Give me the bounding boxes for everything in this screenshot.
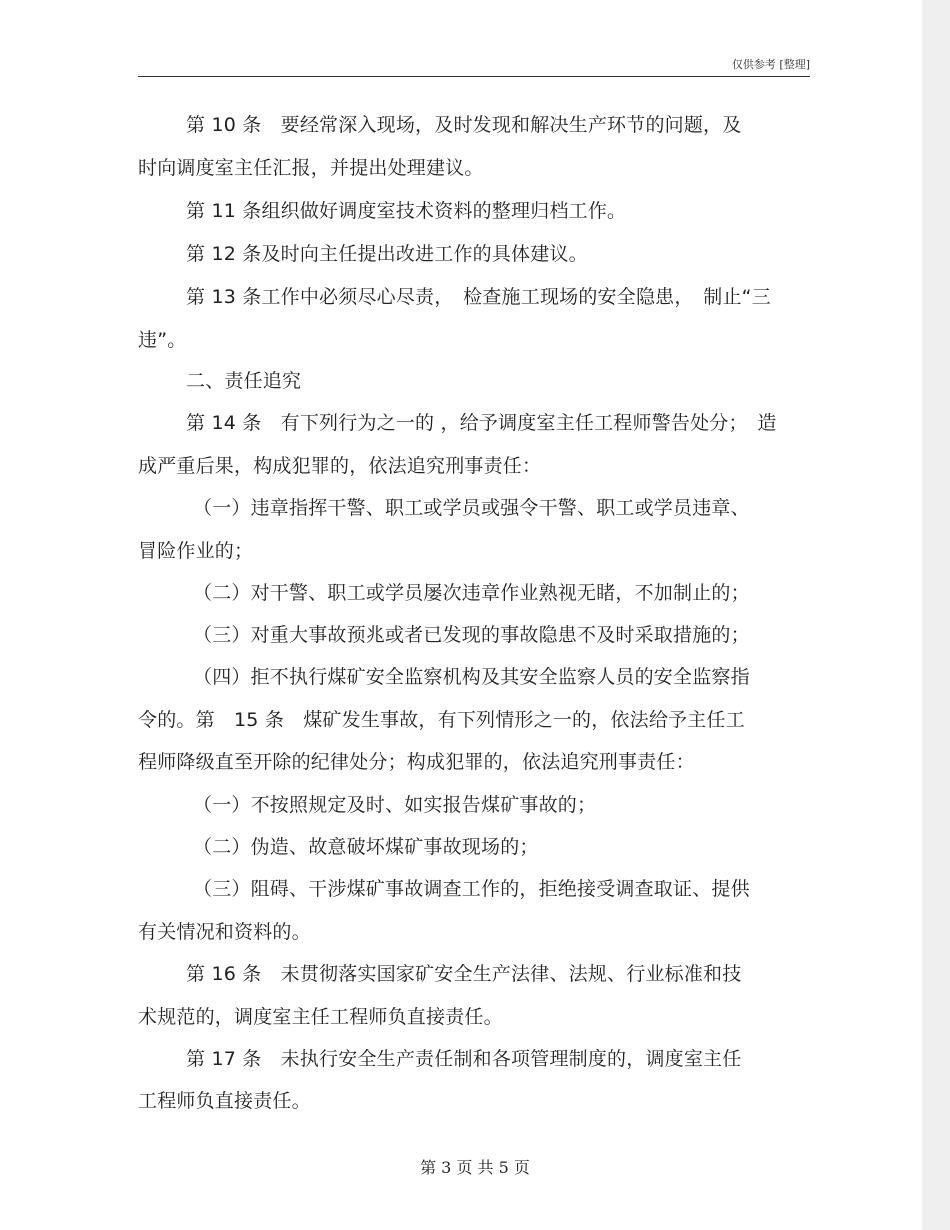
section-heading: 二、责任追究	[186, 370, 302, 392]
paragraph-line: （一）不按照规定及时、如实报告煤矿事故的；	[193, 794, 597, 816]
paragraph-line: 违”。	[138, 329, 187, 351]
paragraph-line: （三）对重大事故预兆或者已发现的事故隐患不及时采取措施的；	[193, 624, 750, 646]
paragraph-line: 第 14 条 有下列行为之一的 ，给予调度室主任工程师警告处分； 造	[186, 412, 777, 434]
paragraph-line: 第 13 条工作中必须尽心尽责， 检查施工现场的安全隐患， 制止“三	[186, 286, 771, 308]
page-margin-shadow	[922, 0, 950, 1230]
paragraph-line: 令的。第 15 条 煤矿发生事故，有下列情形之一的，依法给予主任工	[138, 709, 745, 731]
paragraph-line: 有关情况和资料的。	[138, 921, 311, 943]
page-number-footer: 第 3 页 共 5 页	[420, 1158, 530, 1177]
paragraph-line: 术规范的，调度室主任工程师负直接责任。	[138, 1006, 503, 1028]
paragraph-line: 时向调度室主任汇报，并提出处理建议。	[138, 157, 484, 179]
paragraph-line: （三）阻碍、干涉煤矿事故调查工作的，拒绝接受调查取证、提供	[193, 878, 750, 900]
paragraph-line: 成严重后果，构成犯罪的，依法追究刑事责任：	[138, 455, 542, 477]
paragraph-line: 第 11 条组织做好调度室技术资料的整理归档工作。	[186, 200, 627, 222]
paragraph-line: 程师降级直至开除的纪律处分；构成犯罪的，依法追究刑事责任：	[138, 751, 695, 773]
paragraph-line: 工程师负直接责任。	[138, 1090, 311, 1112]
header-note: 仅供参考 [整理]	[731, 58, 810, 71]
paragraph-line: 第 12 条及时向主任提出改进工作的具体建议。	[186, 243, 588, 265]
paragraph-line: 第 16 条 未贯彻落实国家矿安全生产法律、法规、行业标准和技	[186, 963, 742, 985]
paragraph-line: 第 10 条 要经常深入现场，及时发现和解决生产环节的问题，及	[186, 114, 742, 136]
paragraph-line: （二）对干警、职工或学员屡次违章作业熟视无睹，不加制止的；	[193, 582, 750, 604]
paragraph-line: （二）伪造、故意破坏煤矿事故现场的；	[193, 836, 539, 858]
paragraph-line: （一）违章指挥干警、职工或学员或强令干警、职工或学员违章、	[193, 497, 750, 519]
paragraph-line: 第 17 条 未执行安全生产责任制和各项管理制度的，调度室主任	[186, 1048, 742, 1070]
paragraph-line: （四）拒不执行煤矿安全监察机构及其安全监察人员的安全监察指	[193, 666, 750, 688]
header-divider	[138, 76, 810, 77]
paragraph-line: 冒险作业的；	[138, 540, 254, 562]
